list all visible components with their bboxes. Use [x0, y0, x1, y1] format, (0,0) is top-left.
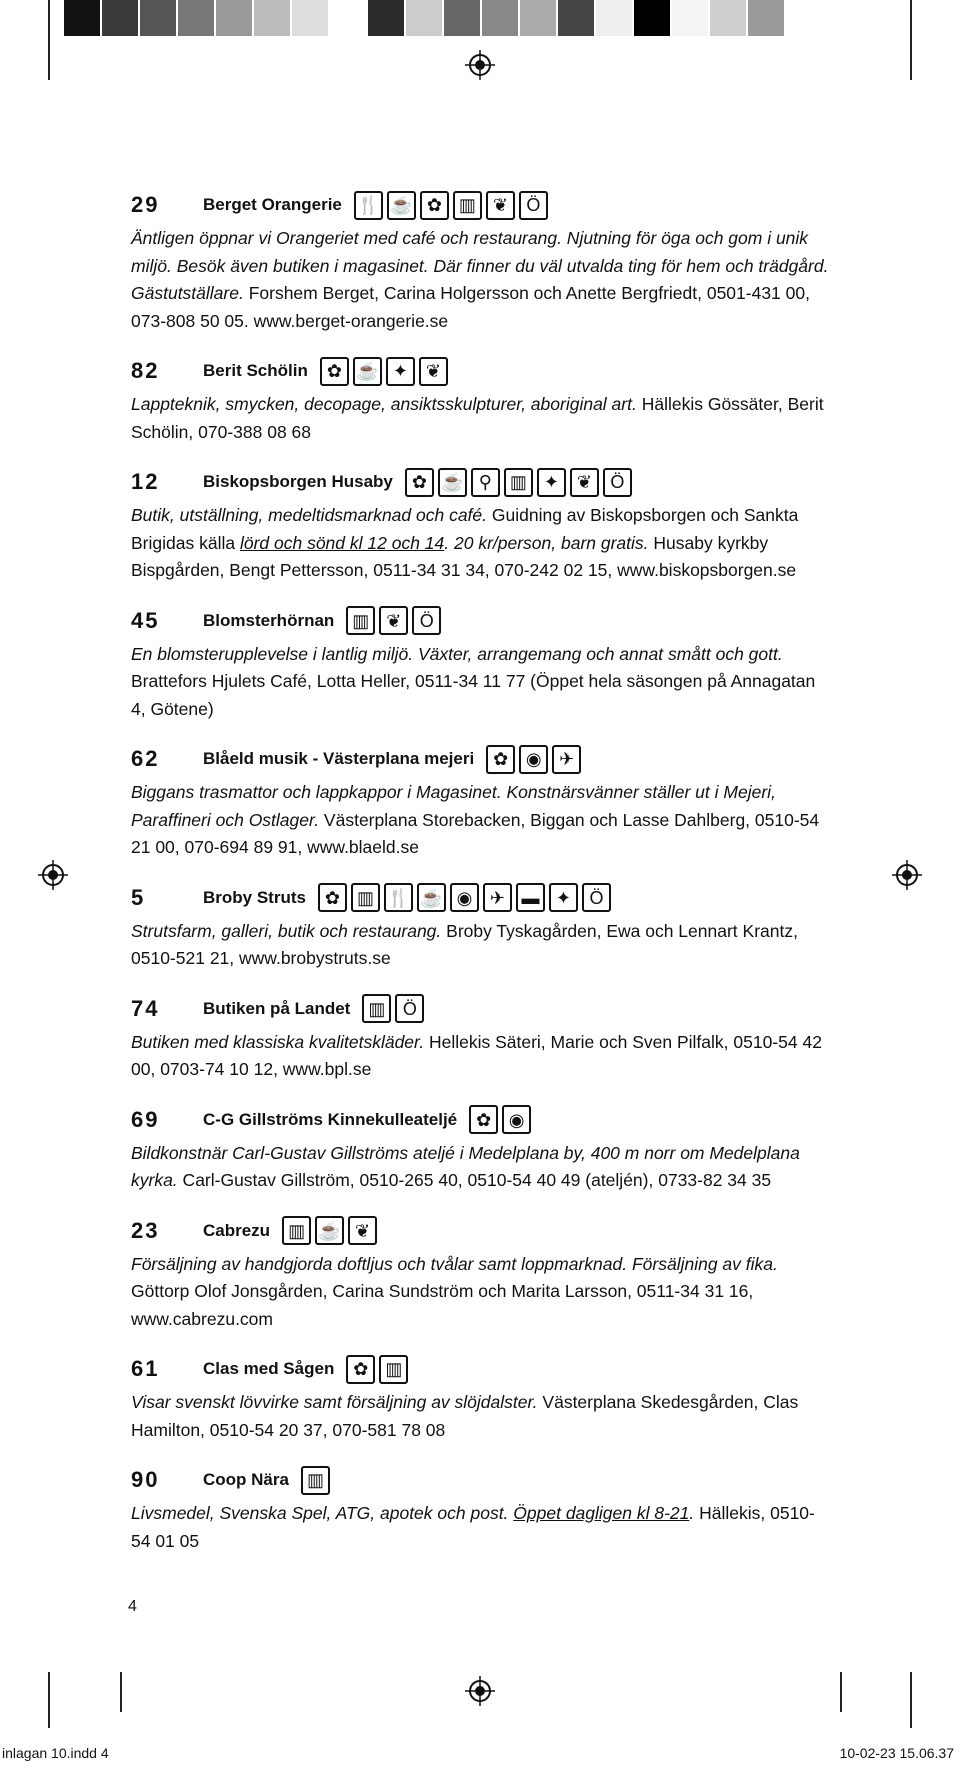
entry-number: 45	[131, 607, 160, 633]
entry-number: 90	[131, 1467, 160, 1492]
entry-header	[131, 1211, 831, 1251]
color-swatch	[292, 0, 330, 36]
cafe-icon: ☕	[438, 468, 467, 497]
hearts-icon: ❦	[486, 191, 515, 220]
cafe-icon: ☕	[417, 883, 446, 912]
entry-header	[131, 1349, 831, 1389]
entry-description	[131, 918, 831, 973]
entry-opening-hours: Öppet dagligen kl 8-21	[513, 1503, 690, 1523]
open-icon: Ö	[519, 191, 548, 220]
entry-header	[131, 351, 831, 391]
color-swatch	[710, 0, 748, 36]
color-swatch	[330, 0, 368, 36]
entry-contact: Husaby kyrkby Bispgården, Bengt Pettersson, 0511-34 31 34, 070-242 02 15, www.biskopsborgen.se	[131, 532, 797, 580]
color-swatch	[178, 0, 216, 36]
entry-icons	[354, 191, 548, 220]
entry-number: 5	[131, 884, 146, 910]
entry-number: 69	[131, 1106, 160, 1132]
hearts-icon: ❦	[570, 468, 599, 497]
eye-icon: ◉	[519, 745, 548, 774]
person-icon: ✦	[386, 357, 415, 386]
open-icon: Ö	[603, 468, 632, 497]
entry-info: Guidning av Biskopsborgen och Sankta Brigidas källa	[131, 505, 799, 553]
print-slug-filename: inlagan 10.indd 4	[2, 1745, 109, 1761]
color-swatch	[482, 0, 520, 36]
entry-summary: Lappteknik, smycken, decopage, ansiktsskulpturer, aboriginal art.	[131, 394, 637, 414]
crafts-icon: ✿	[405, 468, 434, 497]
entry-description	[131, 1251, 831, 1334]
registration-mark-icon	[465, 1676, 495, 1706]
registration-mark-icon	[38, 860, 68, 890]
entry-header	[131, 878, 831, 918]
crafts-icon: ✿	[420, 191, 449, 220]
eye-icon: ◉	[502, 1105, 531, 1134]
entry-number: 23	[131, 1217, 160, 1243]
person-icon: ✦	[549, 883, 578, 912]
entry-number: 29	[131, 192, 160, 217]
color-swatch	[64, 0, 102, 36]
hearts-icon: ❦	[348, 1216, 377, 1245]
entry-title: C-G Gillströms Kinnekulleateljé	[203, 1109, 458, 1129]
activity-icon: ✈	[483, 883, 512, 912]
entry-contact: Västerplana Skedesgården, Clas Hamilton, 0510-54 20 37, 070-581 78 08	[131, 1392, 799, 1440]
entry-description	[131, 1389, 831, 1444]
entry-contact: Hällekis, 0510-54 01 05	[131, 1503, 815, 1551]
entry-contact: Carl-Gustav Gillström, 0510-265 40, 0510-54 40 49 (ateljén), 0733-82 34 35	[177, 1170, 772, 1190]
entry-contact: Göttorp Olof Jonsgården, Carina Sundström och Marita Larsson, 0511-34 31 16, www.cabrezu.com	[131, 1281, 754, 1329]
entry-contact: Hällekis Gössäter, Berit Schölin, 070-388 08 68	[131, 394, 824, 442]
print-color-bar	[64, 0, 786, 36]
entry-icons	[405, 468, 632, 497]
bed-icon: ▬	[516, 883, 545, 912]
color-swatch	[368, 0, 406, 36]
entry-title: Blomsterhörnan	[203, 610, 335, 630]
crafts-icon: ✿	[469, 1105, 498, 1134]
entry-number: 82	[131, 358, 160, 383]
entry-number: 12	[131, 469, 160, 494]
shop-icon: ▥	[301, 1466, 330, 1495]
shop-icon: ▥	[362, 994, 391, 1023]
entry-icons	[469, 1105, 531, 1134]
entry-summary: Livsmedel, Svenska Spel, ATG, apotek och post.	[131, 1503, 514, 1523]
entry-summary: Butiken med klassiska kvalitetskläder.	[131, 1031, 425, 1052]
cafe-icon: ☕	[353, 357, 382, 386]
entry-header	[131, 601, 831, 641]
entry-number: 61	[131, 1356, 160, 1381]
shop-icon: ▥	[282, 1216, 311, 1245]
entries-list	[131, 185, 831, 1571]
eye-icon: ◉	[450, 883, 479, 912]
entry-summary: Biggans trasmattor och lappkappor i Magasinet. Konstnärsvänner ställer ut i Mejeri, Paraffineri och Ostlager.	[131, 782, 776, 830]
entry-title: Blåeld musik - Västerplana mejeri	[203, 749, 475, 768]
entry-icons	[318, 883, 611, 912]
list-item	[131, 1349, 831, 1444]
list-item	[131, 351, 831, 446]
hearts-icon: ❦	[379, 606, 408, 635]
entry-icons	[282, 1216, 377, 1245]
color-swatch	[216, 0, 254, 36]
entry-summary-continued: . 20 kr/person, barn gratis.	[444, 532, 649, 553]
entry-summary: Strutsfarm, galleri, butik och restaurang.	[131, 920, 442, 941]
cutlery-icon: 🍴	[384, 883, 413, 912]
entry-number: 74	[131, 995, 160, 1021]
crafts-icon: ✿	[346, 1355, 375, 1384]
entry-description	[131, 641, 831, 724]
entry-title: Coop Nära	[203, 1470, 289, 1489]
entry-title: Clas med Sågen	[203, 1359, 335, 1378]
entry-description	[131, 225, 831, 335]
shop-icon: ▥	[453, 191, 482, 220]
entry-summary: Bildkonstnär Carl-Gustav Gillströms ateljé i Medelplana by, 400 m norr om Medelplana kyrka.	[131, 1142, 800, 1190]
entry-number: 62	[131, 746, 160, 771]
entry-icons	[362, 994, 424, 1023]
entry-contact: Brattefors Hjulets Café, Lotta Heller, 0511-34 11 77 (Öppet hela säsongen på Annagatan 4, Götene)	[131, 671, 816, 719]
open-icon: Ö	[412, 606, 441, 635]
entry-icons	[346, 606, 441, 635]
cafe-icon: ☕	[387, 191, 416, 220]
color-swatch	[558, 0, 596, 36]
shop-icon: ▥	[379, 1355, 408, 1384]
person-icon: ✦	[537, 468, 566, 497]
color-swatch	[596, 0, 634, 36]
entry-header	[131, 1100, 831, 1140]
crop-mark	[48, 0, 50, 80]
registration-mark-icon	[465, 50, 495, 80]
color-swatch	[444, 0, 482, 36]
color-swatch	[520, 0, 558, 36]
crafts-icon: ✿	[318, 883, 347, 912]
shop-icon: ▥	[351, 883, 380, 912]
list-item	[131, 1211, 831, 1334]
entry-title: Biskopsborgen Husaby	[203, 472, 393, 491]
color-swatch	[748, 0, 786, 36]
entry-contact: Hellekis Säteri, Marie och Sven Pilfalk, 0510-54 42 00, 0703-74 10 12, www.bpl.se	[131, 1031, 822, 1079]
entry-icons	[301, 1466, 330, 1495]
entry-title: Cabrezu	[203, 1220, 271, 1240]
crafts-icon: ✿	[320, 357, 349, 386]
entry-contact: Broby Tyskagården, Ewa och Lennart Krantz, 0510-521 21, www.brobystruts.se	[131, 920, 798, 968]
list-item	[131, 185, 831, 335]
list-item	[131, 878, 831, 973]
entry-summary: Försäljning av handgjorda doftljus och tvålar samt loppmarknad. Försäljning av fika.	[131, 1253, 778, 1274]
crafts-icon: ✿	[486, 745, 515, 774]
list-item	[131, 1100, 831, 1195]
cafe-icon: ☕	[315, 1216, 344, 1245]
entry-contact: Västerplana Storebacken, Biggan och Lasse Dahlberg, 0510-54 21 00, 070-694 89 91, www.blaeld.se	[131, 809, 820, 857]
color-swatch	[140, 0, 178, 36]
entry-description	[131, 1500, 831, 1555]
entry-summary-continued: .	[689, 1503, 695, 1523]
crop-mark	[48, 1672, 50, 1728]
entry-title: Butiken på Landet	[203, 998, 351, 1018]
color-swatch	[102, 0, 140, 36]
entry-description	[131, 502, 831, 585]
page-number: 4	[128, 1598, 137, 1615]
shop-icon: ▥	[346, 606, 375, 635]
entry-description	[131, 779, 831, 862]
crop-mark	[910, 1672, 912, 1728]
shop-icon: ▥	[504, 468, 533, 497]
list-item	[131, 1460, 831, 1555]
hearts-icon: ❦	[419, 357, 448, 386]
entry-opening-hours: lörd och sönd kl 12 och 14	[239, 532, 445, 553]
entry-icons	[486, 745, 581, 774]
entry-header	[131, 1460, 831, 1500]
entry-summary: En blomsterupplevelse i lantlig miljö. Växter, arrangemang och annat smått och gott.	[131, 643, 783, 664]
entry-description	[131, 391, 831, 446]
crop-mark	[910, 0, 912, 80]
crop-mark	[120, 1672, 122, 1712]
entry-summary: Äntligen öppnar vi Orangeriet med café och restaurang. Njutning för öga och gom i unik miljö. Besök även butiken i magasinet. Där finner du väl utvalda ting för hem och trädgård. Gästutställare.	[131, 228, 829, 303]
cutlery-icon: 🍴	[354, 191, 383, 220]
entry-header	[131, 739, 831, 779]
entry-description	[131, 1140, 831, 1195]
entry-header	[131, 185, 831, 225]
list-item	[131, 989, 831, 1084]
color-swatch	[672, 0, 710, 36]
entry-title: Berit Schölin	[203, 361, 308, 380]
list-item	[131, 739, 831, 862]
entry-header	[131, 462, 831, 502]
hiking-icon: ⚲	[471, 468, 500, 497]
entry-summary: Butik, utställning, medeltidsmarknad och café.	[131, 505, 488, 525]
entry-description	[131, 1029, 831, 1084]
print-slug-timestamp: 10-02-23 15.06.37	[839, 1745, 954, 1761]
color-swatch	[406, 0, 444, 36]
color-swatch	[634, 0, 672, 36]
entry-summary: Visar svenskt lövvirke samt försäljning av slöjdalster.	[131, 1392, 538, 1412]
open-icon: Ö	[582, 883, 611, 912]
activity-icon: ✈	[552, 745, 581, 774]
list-item	[131, 462, 831, 585]
open-icon: Ö	[395, 994, 424, 1023]
entry-header	[131, 989, 831, 1029]
crop-mark	[840, 1672, 842, 1712]
registration-mark-icon	[892, 860, 922, 890]
entry-title: Berget Orangerie	[203, 195, 342, 214]
entry-icons	[320, 357, 448, 386]
entry-contact: Forshem Berget, Carina Holgersson och Anette Bergfriedt, 0501-431 00, 073-808 50 05. www.berget-orangerie.se	[131, 283, 810, 331]
entry-icons	[346, 1355, 408, 1384]
list-item	[131, 601, 831, 724]
entry-title: Broby Struts	[203, 887, 306, 907]
color-swatch	[254, 0, 292, 36]
